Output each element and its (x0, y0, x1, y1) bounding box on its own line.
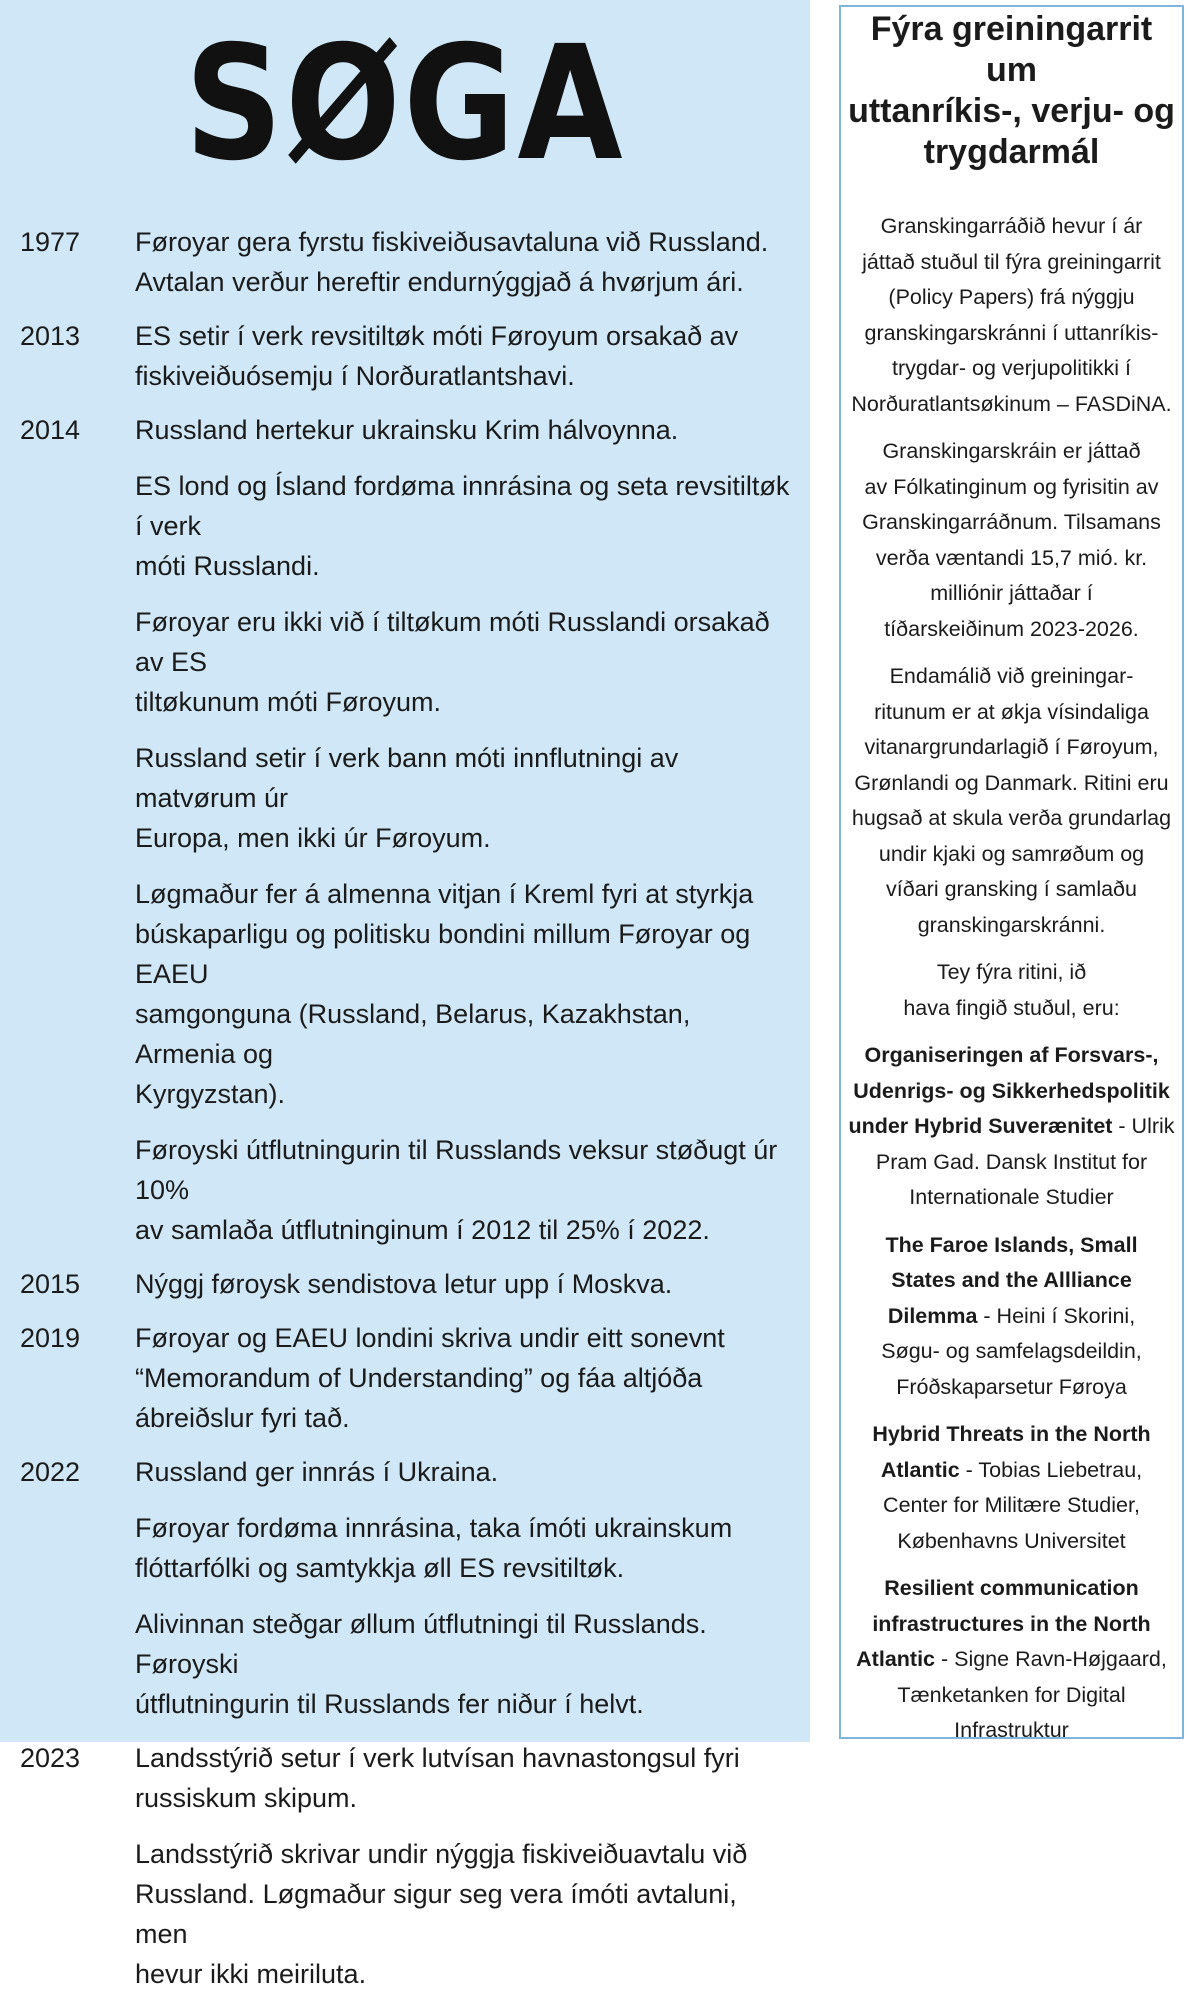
paper-title-text: Organiseringen af Forsvars-, (864, 1043, 1159, 1067)
paper-title-text: under Hybrid Suverænitet (848, 1114, 1113, 1138)
paper-line (843, 1038, 1180, 1074)
paper-line (843, 1228, 1180, 1264)
timeline-year: 2015 (20, 1269, 81, 1299)
timeline-entry (0, 1264, 810, 1304)
sidebar-body (841, 209, 1182, 1749)
paper-author-text: - Tobias Liebetrau, (959, 1457, 1143, 1482)
sidebar-text-line: hava fingið stuðul, eru: (903, 995, 1120, 1020)
sidebar-paragraph (843, 434, 1180, 647)
timeline-paragraph (135, 738, 795, 858)
sidebar-title-line: trygdarmál (923, 133, 1100, 171)
timeline-text-line: Landsstýrið skrivar undir nýggja fiskiveiðuavtalu við (135, 1839, 748, 1869)
timeline-text-line: Føroyar og EAEU londini skriva undir eitt sonevnt (135, 1323, 725, 1353)
paper-line (843, 1524, 1180, 1560)
timeline-paragraph (135, 602, 795, 722)
timeline-text-line: Føroyar eru ikki við í tiltøkum móti Russlandi orsakað av ES (135, 607, 770, 677)
timeline-paragraph (135, 1264, 795, 1304)
timeline-paragraph (135, 1738, 795, 1818)
sidebar-text-line: Granskingarráðið hevur í ár (880, 214, 1143, 238)
timeline-paragraph (135, 1834, 795, 1994)
paper-author-text: Søgu- og samfelagsdeildin, (881, 1339, 1142, 1363)
timeline-text-line: Russland ger innrás í Ukraina. (135, 1457, 499, 1487)
paper-author-text: - Heini í Skorini, (977, 1303, 1136, 1328)
paper-author-text: Infrastruktur (954, 1718, 1069, 1742)
sidebar-box (839, 5, 1184, 1742)
timeline-text-line: Landsstýrið setur í verk lutvísan havnastongsul fyri (135, 1743, 740, 1773)
paper-entry (843, 1417, 1180, 1559)
paper-line (843, 1074, 1180, 1110)
timeline-text-line: Løgmaður fer á almenna vitjan í Kreml fyri at styrkja (135, 879, 754, 909)
sidebar-text-line: milliónir játtaðar í (930, 581, 1093, 605)
timeline-text-line: Kyrgyzstan). (135, 1079, 286, 1109)
sidebar-paragraph (843, 659, 1180, 943)
sidebar-title-line: uttanríkis-, verju- og (848, 92, 1175, 130)
paper-line (843, 1334, 1180, 1370)
paper-author-text: - Signe Ravn-Højgaard, (935, 1647, 1167, 1671)
paper-line (843, 1299, 1180, 1335)
timeline-entry (0, 1738, 810, 1994)
paper-line (843, 1180, 1180, 1216)
timeline-text-line: Føroyar gera fyrstu fiskiveiðusavtaluna við Russland. (135, 227, 769, 257)
timeline-entry (0, 316, 810, 396)
sidebar-text-line: Tey fýra ritini, ið (936, 960, 1087, 984)
paper-line (843, 1571, 1180, 1607)
timeline-text-line: hevur ikki meiriluta. (135, 1959, 367, 1989)
timeline-text-line: russiskum skipum. (135, 1783, 358, 1813)
timeline-year: 2013 (20, 321, 81, 351)
paper-title-text: Hybrid Threats in the North (872, 1422, 1151, 1446)
paper-entry (843, 1571, 1180, 1749)
paper-line (843, 1642, 1180, 1678)
timeline-paragraph (135, 1604, 795, 1724)
timeline-text-line: móti Russlandi. (135, 551, 320, 581)
sidebar-text-line: verða væntandi 15,7 mió. kr. (875, 545, 1148, 570)
timeline-paragraph (135, 316, 795, 396)
paper-line (843, 1453, 1180, 1489)
timeline-text-line: “Memorandum of Understanding” og fáa altjóða (135, 1363, 703, 1393)
timeline-text-line: flóttarfólki og samtykkja øll ES revsitiltøk. (135, 1553, 625, 1583)
timeline-paragraph (135, 466, 795, 586)
sidebar-paragraph (843, 955, 1180, 1026)
timeline-paragraph (135, 1130, 795, 1250)
paper-author-text: Københavns Universitet (897, 1528, 1126, 1553)
paper-line (843, 1145, 1180, 1181)
paper-title-text: Resilient communication (884, 1576, 1139, 1600)
timeline-text-line: Avtalan verður hereftir endurnýggjað á hvørjum ári. (135, 267, 744, 297)
sidebar-text-line: Granskingarskráin er játtað (882, 439, 1141, 463)
paper-line (843, 1678, 1180, 1714)
timeline-text-line: Russland. Løgmaður sigur seg vera ímóti avtaluni, men (135, 1879, 737, 1949)
timeline-text-line: útflutningurin til Russlands fer niður í helvt. (135, 1689, 644, 1719)
timeline-text-line: Nýggj føroysk sendistova letur upp í Moskva. (135, 1269, 673, 1299)
sidebar-text-line: trygdar- og verjupolitikki í (892, 356, 1131, 380)
sidebar-text-line: víðari gransking í samlaðu (886, 877, 1137, 901)
timeline-text-line: ábreiðslur fyri tað. (135, 1403, 350, 1433)
timeline-year: 2019 (20, 1323, 81, 1353)
paper-line (843, 1607, 1180, 1643)
sidebar-text-line: granskingarskránni. (917, 912, 1106, 937)
timeline-entry (0, 1318, 810, 1438)
timeline-paragraph (135, 410, 795, 450)
paper-line (843, 1488, 1180, 1524)
paper-author-text: Pram Gad. Dansk Institut for (875, 1149, 1148, 1174)
timeline-year: 2023 (20, 1743, 81, 1773)
paper-line (843, 1417, 1180, 1453)
timeline-text-line: Europa, men ikki úr Føroyum. (135, 823, 491, 853)
timeline-text-line: fiskiveiðuósemju í Norðuratlantshavi. (135, 361, 575, 391)
sidebar-text-line: vitanargrundarlagið í Føroyum, (864, 735, 1159, 759)
timeline-text-line: av samlaða útflutninginum í 2012 til 25% í 2022. (135, 1215, 710, 1245)
timeline-text-line: Føroyar fordøma innrásina, taka ímóti ukrainskum (135, 1513, 733, 1543)
paper-title-text: Atlantic (880, 1457, 960, 1482)
paper-entry (843, 1228, 1180, 1406)
paper-author-text: Center for Militære Studier, (883, 1493, 1140, 1517)
paper-title-text: Atlantic (856, 1647, 935, 1671)
timeline-entry (0, 222, 810, 302)
sidebar-text-line: tíðarskeiðinum 2023-2026. (884, 616, 1139, 641)
timeline-year: 2014 (20, 415, 81, 445)
sidebar-paragraph (843, 209, 1180, 422)
sidebar-text-line: Endamálið við greiningar- (889, 664, 1134, 688)
sidebar-text-line: Norðuratlantsøkinum – FASDiNA. (851, 391, 1172, 416)
timeline-paragraph (135, 222, 795, 302)
sidebar-title (841, 7, 1182, 173)
timeline-year: 1977 (20, 227, 81, 257)
sidebar-title-line: Fýra greiningarrit um (870, 10, 1153, 89)
paper-line (843, 1370, 1180, 1406)
timeline-paragraph (135, 1318, 795, 1438)
sidebar-text-line: hugsað at skula verða grundarlag (851, 806, 1172, 830)
timeline-paragraph (135, 1452, 795, 1492)
sidebar-text-line: av Fólkatinginum og fyrisitin av (864, 474, 1159, 499)
page-title: SØGA (184, 12, 626, 196)
timeline-entry (0, 1452, 810, 1724)
sidebar-text-line: granskingarskránni í uttanríkis- (864, 320, 1159, 345)
sidebar-text-line: undir kjaki og samrøðum og (878, 841, 1145, 866)
timeline-text-line: ES lond og Ísland fordøma innrásina og seta revsitiltøk í verk (135, 471, 790, 541)
sidebar-text-line: Grønlandi og Danmark. Ritini eru (854, 770, 1169, 795)
sidebar-text-line: ritunum er at økja vísindaliga (874, 699, 1149, 724)
paper-title-text: Udenrigs- og Sikkerhedspolitik (853, 1078, 1170, 1103)
timeline (0, 222, 810, 2008)
timeline-text-line: Alivinnan steðgar øllum útflutningi til Russlands. Føroyski (135, 1609, 707, 1679)
timeline-paragraph (135, 874, 795, 1114)
paper-title-text: infrastructures in the North (872, 1611, 1151, 1636)
paper-author-text: Internationale Studier (909, 1185, 1114, 1209)
sidebar-text-line: játtað stuðul til fýra greiningarrit (862, 249, 1161, 274)
timeline-text-line: Føroyski útflutningurin til Russlands veksur støðugt úr 10% (135, 1135, 778, 1205)
timeline-text-line: Russland setir í verk bann móti innflutningi av matvørum úr (135, 743, 679, 813)
timeline-text-line: búskaparligu og politisku bondini millum Føroyar og EAEU (135, 919, 751, 989)
paper-line (843, 1713, 1180, 1749)
paper-entry (843, 1038, 1180, 1216)
timeline-text-line: ES setir í verk revsitiltøk móti Føroyum orsakað av (135, 321, 739, 351)
paper-author-text: - Ulrik (1112, 1114, 1175, 1138)
timeline-text-line: samgonguna (Russland, Belarus, Kazakhstan, Armenia og (135, 999, 691, 1069)
timeline-year: 2022 (20, 1457, 81, 1487)
paper-title-text: Dilemma (887, 1303, 978, 1328)
timeline-text-line: tiltøkunum móti Føroyum. (135, 687, 442, 717)
timeline-paragraph (135, 1508, 795, 1588)
sidebar-text-line: (Policy Papers) frá nýggju (888, 285, 1135, 309)
timeline-entry (0, 410, 810, 1250)
paper-line (843, 1109, 1180, 1145)
paper-title-text: States and the Allliance (891, 1268, 1132, 1292)
paper-author-text: Tænketanken for Digital (897, 1682, 1126, 1707)
paper-title-text: The Faroe Islands, Small (885, 1232, 1138, 1257)
paper-author-text: Fróðskaparsetur Føroya (896, 1374, 1127, 1399)
sidebar-text-line: Granskingarráðnum. Tilsamans (862, 510, 1161, 534)
timeline-text-line: Russland hertekur ukrainsku Krim hálvoynna. (135, 415, 679, 445)
paper-line (843, 1263, 1180, 1299)
